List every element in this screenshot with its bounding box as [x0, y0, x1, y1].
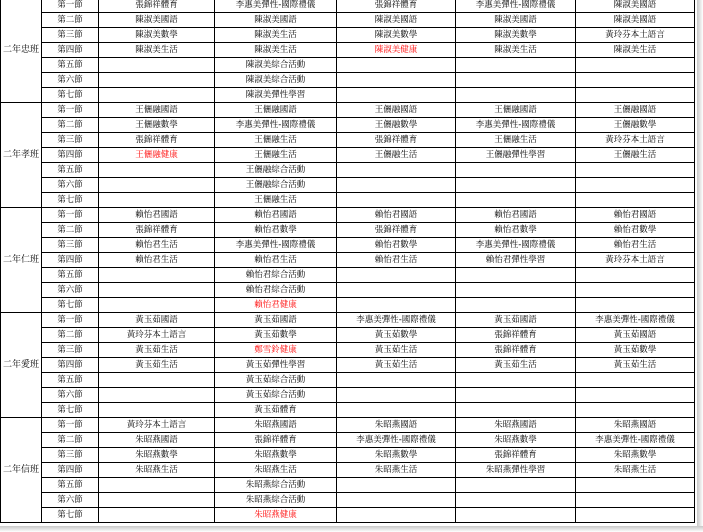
table-row	[1, 148, 695, 163]
subject-cell: 黃玲芬本土語言	[99, 328, 215, 343]
subject-cell: 朱昭燕彈性學習	[456, 463, 576, 478]
subject-cell	[337, 388, 456, 403]
subject-cell: 賴怡君綜合活動	[215, 283, 337, 298]
subject-cell: 陳淑美數學	[456, 28, 576, 43]
page-shadow-bottom	[0, 526, 703, 532]
subject-cell	[99, 508, 215, 523]
subject-cell	[337, 178, 456, 193]
period-cell: 第一節	[42, 103, 99, 118]
period-cell: 第六節	[42, 493, 99, 508]
subject-cell: 朱昭燕國語	[337, 418, 456, 433]
subject-cell: 李惠美彈性-國際禮儀	[337, 313, 456, 328]
table-row	[1, 373, 695, 388]
table-row	[1, 0, 695, 13]
subject-cell	[576, 268, 695, 283]
subject-cell	[456, 298, 576, 313]
subject-cell	[456, 193, 576, 208]
subject-cell	[337, 298, 456, 313]
period-cell: 第四節	[42, 43, 99, 58]
subject-cell	[99, 478, 215, 493]
table-row	[1, 223, 695, 238]
subject-cell	[99, 373, 215, 388]
period-cell: 第二節	[42, 328, 99, 343]
subject-cell: 黃玉茹綜合活動	[215, 388, 337, 403]
table-row	[1, 313, 695, 328]
table-row	[1, 358, 695, 373]
subject-cell: 黃玉茹生活	[99, 343, 215, 358]
subject-cell: 朱昭燕綜合活動	[215, 493, 337, 508]
period-cell: 第五節	[42, 58, 99, 73]
period-cell: 第一節	[42, 0, 99, 13]
table-row	[1, 268, 695, 283]
subject-cell: 陳淑美彈性學習	[215, 88, 337, 103]
period-cell: 第五節	[42, 268, 99, 283]
subject-cell: 朱昭燕國語	[576, 418, 695, 433]
subject-cell: 王儷融健康	[99, 148, 215, 163]
period-cell: 第七節	[42, 88, 99, 103]
subject-cell: 鄭雪鈴健康	[215, 343, 337, 358]
table-row	[1, 418, 695, 433]
subject-cell	[576, 73, 695, 88]
table-row	[1, 253, 695, 268]
subject-cell: 張錦祥體育	[337, 223, 456, 238]
subject-cell	[456, 88, 576, 103]
subject-cell	[576, 283, 695, 298]
subject-cell	[337, 508, 456, 523]
subject-cell	[576, 373, 695, 388]
subject-cell	[456, 508, 576, 523]
subject-cell	[337, 58, 456, 73]
subject-cell: 朱昭燕數學	[215, 448, 337, 463]
subject-cell	[456, 388, 576, 403]
period-cell: 第五節	[42, 373, 99, 388]
subject-cell: 朱昭燕數學	[456, 433, 576, 448]
subject-cell	[337, 403, 456, 418]
subject-cell: 黃玉茹彈性學習	[215, 358, 337, 373]
subject-cell: 朱昭燕生活	[215, 463, 337, 478]
period-cell: 第四節	[42, 253, 99, 268]
table-row	[1, 163, 695, 178]
subject-cell: 張錦祥體育	[337, 133, 456, 148]
subject-cell: 賴怡君數學	[337, 238, 456, 253]
subject-cell: 陳淑美生活	[215, 28, 337, 43]
table-row	[1, 88, 695, 103]
period-cell: 第二節	[42, 118, 99, 133]
class-name-cell: 二年愛班	[1, 313, 42, 418]
subject-cell: 陳淑美國語	[99, 13, 215, 28]
table-row	[1, 403, 695, 418]
table-row	[1, 328, 695, 343]
period-cell: 第三節	[42, 133, 99, 148]
subject-cell: 陳淑美數學	[337, 28, 456, 43]
subject-cell: 朱昭燕健康	[215, 508, 337, 523]
subject-cell	[576, 508, 695, 523]
subject-cell: 王儷融綜合活動	[215, 163, 337, 178]
period-cell: 第六節	[42, 73, 99, 88]
subject-cell: 王儷融生活	[576, 148, 695, 163]
period-cell: 第五節	[42, 478, 99, 493]
subject-cell: 黃玉茹生活	[337, 343, 456, 358]
class-name-cell: 二年信班	[1, 418, 42, 523]
subject-cell	[456, 493, 576, 508]
period-cell: 第一節	[42, 418, 99, 433]
subject-cell: 陳淑美綜合活動	[215, 58, 337, 73]
subject-cell	[337, 478, 456, 493]
subject-cell: 王儷融生活	[215, 193, 337, 208]
period-cell: 第五節	[42, 163, 99, 178]
subject-cell: 張錦祥體育	[456, 328, 576, 343]
subject-cell	[337, 193, 456, 208]
table-row	[1, 238, 695, 253]
table-row	[1, 73, 695, 88]
subject-cell: 陳淑美國語	[337, 13, 456, 28]
subject-cell: 黃玉茹國語	[456, 313, 576, 328]
subject-cell	[337, 373, 456, 388]
subject-cell	[576, 163, 695, 178]
subject-cell: 張錦祥體育	[215, 433, 337, 448]
subject-cell: 陳淑美數學	[99, 28, 215, 43]
subject-cell: 黃玉茹國語	[576, 328, 695, 343]
subject-cell: 王儷融數學	[337, 118, 456, 133]
subject-cell: 陳淑美國語	[456, 13, 576, 28]
period-cell: 第七節	[42, 298, 99, 313]
subject-cell: 賴怡君數學	[456, 223, 576, 238]
subject-cell: 黃玉茹生活	[456, 358, 576, 373]
period-cell: 第四節	[42, 148, 99, 163]
subject-cell: 朱昭燕生活	[576, 463, 695, 478]
subject-cell: 朱昭燕國語	[456, 418, 576, 433]
subject-cell: 黃玉茹生活	[337, 358, 456, 373]
subject-cell: 張錦祥體育	[99, 0, 215, 13]
subject-cell	[576, 58, 695, 73]
subject-cell	[456, 58, 576, 73]
subject-cell: 王儷融國語	[456, 103, 576, 118]
subject-cell: 黃玲芬本土語言	[99, 418, 215, 433]
subject-cell: 賴怡君生活	[99, 253, 215, 268]
subject-cell: 朱昭燕數學	[337, 448, 456, 463]
subject-cell	[99, 193, 215, 208]
subject-cell: 李惠美彈性-國際禮儀	[456, 118, 576, 133]
subject-cell: 陳淑美健康	[337, 43, 456, 58]
subject-cell: 王儷融數學	[576, 118, 695, 133]
subject-cell: 黃玉茹生活	[99, 358, 215, 373]
subject-cell	[99, 283, 215, 298]
subject-cell: 賴怡君彈性學習	[456, 253, 576, 268]
period-cell: 第一節	[42, 208, 99, 223]
subject-cell: 黃玉茹綜合活動	[215, 373, 337, 388]
table-row	[1, 43, 695, 58]
subject-cell: 朱昭燕數學	[576, 448, 695, 463]
table-row	[1, 493, 695, 508]
subject-cell	[99, 58, 215, 73]
subject-cell	[337, 268, 456, 283]
subject-cell: 陳淑美生活	[99, 43, 215, 58]
subject-cell	[456, 163, 576, 178]
subject-cell: 黃玉茹國語	[215, 313, 337, 328]
subject-cell: 王儷融國語	[215, 103, 337, 118]
subject-cell: 朱昭燕國語	[99, 433, 215, 448]
subject-cell: 賴怡君綜合活動	[215, 268, 337, 283]
subject-cell: 黃玉茹國語	[99, 313, 215, 328]
period-cell: 第二節	[42, 223, 99, 238]
subject-cell: 賴怡君國語	[576, 208, 695, 223]
subject-cell: 黃玉茹數學	[215, 328, 337, 343]
subject-cell: 朱昭燕生活	[99, 463, 215, 478]
subject-cell: 黃玲芬本土語言	[576, 28, 695, 43]
subject-cell: 賴怡君生活	[576, 238, 695, 253]
subject-cell: 陳淑美生活	[215, 43, 337, 58]
subject-cell: 黃玉茹生活	[576, 358, 695, 373]
subject-cell	[576, 403, 695, 418]
subject-cell: 李惠美彈性-國際禮儀	[456, 238, 576, 253]
subject-cell	[456, 283, 576, 298]
table-row	[1, 343, 695, 358]
subject-cell: 陳淑美國語	[576, 13, 695, 28]
subject-cell	[337, 283, 456, 298]
period-cell: 第七節	[42, 193, 99, 208]
subject-cell: 黃玲芬本土語言	[576, 253, 695, 268]
table-row	[1, 58, 695, 73]
subject-cell: 李惠美彈性-國際禮儀	[337, 433, 456, 448]
table-row	[1, 13, 695, 28]
table-row	[1, 28, 695, 43]
subject-cell: 朱昭燕數學	[99, 448, 215, 463]
subject-cell: 陳淑美國語	[215, 13, 337, 28]
period-cell: 第二節	[42, 13, 99, 28]
subject-cell: 王儷融國語	[99, 103, 215, 118]
subject-cell	[337, 493, 456, 508]
subject-cell	[456, 373, 576, 388]
period-cell: 第一節	[42, 313, 99, 328]
period-cell: 第七節	[42, 508, 99, 523]
subject-cell: 賴怡君數學	[576, 223, 695, 238]
subject-cell: 李惠美彈性-國際禮儀	[576, 433, 695, 448]
subject-cell: 黃玉茹體育	[215, 403, 337, 418]
subject-cell: 朱昭燕綜合活動	[215, 478, 337, 493]
subject-cell: 賴怡君生活	[99, 238, 215, 253]
subject-cell: 陳淑美生活	[456, 43, 576, 58]
subject-cell	[99, 88, 215, 103]
subject-cell	[456, 268, 576, 283]
subject-cell: 賴怡君國語	[99, 208, 215, 223]
class-name-cell: 二年孝班	[1, 103, 42, 208]
subject-cell: 賴怡君國語	[215, 208, 337, 223]
subject-cell: 朱昭燕國語	[215, 418, 337, 433]
subject-cell: 黃玲芬本土語言	[576, 133, 695, 148]
table-row	[1, 178, 695, 193]
subject-cell: 賴怡君國語	[456, 208, 576, 223]
subject-cell: 張錦祥體育	[99, 223, 215, 238]
period-cell: 第三節	[42, 343, 99, 358]
table-row	[1, 118, 695, 133]
table-row	[1, 283, 695, 298]
subject-cell	[99, 163, 215, 178]
subject-cell	[99, 73, 215, 88]
subject-cell: 賴怡君生活	[215, 253, 337, 268]
subject-cell: 李惠美彈性-國際禮儀	[215, 0, 337, 13]
subject-cell	[99, 403, 215, 418]
subject-cell: 賴怡君生活	[337, 253, 456, 268]
subject-cell: 張錦祥體育	[99, 133, 215, 148]
subject-cell	[576, 193, 695, 208]
period-cell: 第七節	[42, 403, 99, 418]
subject-cell	[456, 478, 576, 493]
subject-cell: 李惠美彈性-國際禮儀	[456, 0, 576, 13]
subject-cell: 王儷融國語	[337, 103, 456, 118]
subject-cell: 李惠美彈性-國際禮儀	[215, 118, 337, 133]
subject-cell	[337, 163, 456, 178]
subject-cell	[99, 388, 215, 403]
table-row	[1, 388, 695, 403]
subject-cell	[576, 478, 695, 493]
subject-cell: 王儷融生活	[215, 148, 337, 163]
table-row	[1, 433, 695, 448]
subject-cell	[99, 493, 215, 508]
subject-cell: 賴怡君數學	[215, 223, 337, 238]
subject-cell	[337, 88, 456, 103]
subject-cell	[99, 268, 215, 283]
subject-cell	[576, 298, 695, 313]
period-cell: 第六節	[42, 388, 99, 403]
subject-cell: 王儷融數學	[99, 118, 215, 133]
subject-cell: 賴怡君健康	[215, 298, 337, 313]
table-row	[1, 193, 695, 208]
subject-cell	[456, 178, 576, 193]
subject-cell	[456, 403, 576, 418]
subject-cell: 陳淑美國語	[576, 0, 695, 13]
period-cell: 第四節	[42, 358, 99, 373]
subject-cell: 李惠美彈性-國際禮儀	[576, 313, 695, 328]
subject-cell	[576, 493, 695, 508]
subject-cell: 張錦祥體育	[456, 343, 576, 358]
subject-cell	[576, 88, 695, 103]
subject-cell: 王儷融彈性學習	[456, 148, 576, 163]
subject-cell: 黃玉茹數學	[337, 328, 456, 343]
subject-cell: 王儷融生活	[456, 133, 576, 148]
period-cell: 第六節	[42, 178, 99, 193]
table-row	[1, 448, 695, 463]
page-shadow-right	[697, 0, 703, 532]
period-cell: 第三節	[42, 238, 99, 253]
subject-cell: 張錦祥體育	[456, 448, 576, 463]
subject-cell	[99, 178, 215, 193]
table-row	[1, 298, 695, 313]
subject-cell: 李惠美彈性-國際禮儀	[215, 238, 337, 253]
subject-cell	[99, 298, 215, 313]
subject-cell	[337, 73, 456, 88]
table-row	[1, 463, 695, 478]
subject-cell	[576, 178, 695, 193]
period-cell: 第四節	[42, 463, 99, 478]
subject-cell: 王儷融國語	[576, 103, 695, 118]
table-row	[1, 478, 695, 493]
class-name-cell: 二年忠班	[1, 0, 42, 103]
subject-cell: 黃玉茹數學	[576, 343, 695, 358]
subject-cell: 陳淑美綜合活動	[215, 73, 337, 88]
period-cell: 第六節	[42, 283, 99, 298]
period-cell: 第二節	[42, 433, 99, 448]
timetable-body	[1, 0, 695, 523]
period-cell: 第三節	[42, 448, 99, 463]
subject-cell: 陳淑美生活	[576, 43, 695, 58]
table-row	[1, 103, 695, 118]
subject-cell	[456, 73, 576, 88]
subject-cell: 王儷融綜合活動	[215, 178, 337, 193]
table-row	[1, 508, 695, 523]
subject-cell	[576, 388, 695, 403]
table-row	[1, 133, 695, 148]
period-cell: 第三節	[42, 28, 99, 43]
subject-cell: 王儷融生活	[337, 148, 456, 163]
class-name-cell: 二年仁班	[1, 208, 42, 313]
table-row	[1, 208, 695, 223]
subject-cell: 賴怡君國語	[337, 208, 456, 223]
subject-cell: 王儷融生活	[215, 133, 337, 148]
subject-cell: 張錦祥體育	[337, 0, 456, 13]
subject-cell: 朱昭燕生活	[337, 463, 456, 478]
